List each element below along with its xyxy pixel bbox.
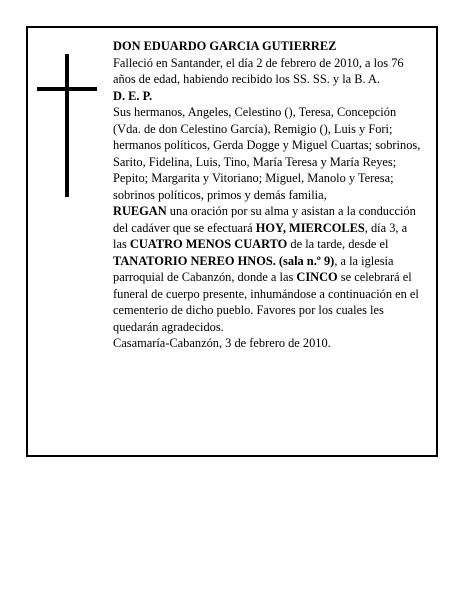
deceased-name: DON EDUARDO GARCIA GUTIERREZ <box>113 39 337 53</box>
service-time: CUATRO MENOS CUARTO <box>129 237 288 251</box>
cross-horizontal-bar <box>37 87 97 91</box>
family-list: Sus hermanos, Angeles, Celestino (), Teresa, Concepción (Vda. de don Celestino García), Remigio (), Luis y Fori; hermanos políticos, Gerda Dogge y Miguel Cuartas; sobrinos, Sarito, Fidelina, Luis, Tino, María Teresa y María Reyes; Pepito; Margarita y Vitoriano; Miguel, Manolo y Teresa; sobrinos políticos, primos y demás familia, <box>113 105 421 202</box>
service-request <box>113 203 423 335</box>
place-and-date: Casamaría-Cabanzón, 3 de febrero de 2010. <box>113 336 331 350</box>
request-text-1: una oración por su alma y asistan a la conducción del cadáver que se efectuará <box>113 204 416 235</box>
service-place: TANATORIO NEREO HNOS. (sala n.º 9) <box>113 253 335 268</box>
death-announcement: Falleció en Santander, el día 2 de febrero de 2010, a los 76 años de edad, habiendo recibido los SS. SS. y la B. A. <box>113 55 404 86</box>
cross-icon <box>37 54 97 197</box>
request-text-5: se celebrará el funeral de cuerpo presente, inhumándose a continuación en el cementerio de dicho pueblo. Favores por los cuales les quedarán agradecidos. <box>113 270 419 334</box>
request-text-2: , día 3, a las <box>113 220 408 251</box>
cross-vertical-bar <box>65 54 69 197</box>
request-text-3: de la tarde, desde el <box>287 237 389 251</box>
request-text-4: , a la iglesia parroquial de Cabanzón, donde a las <box>113 253 394 284</box>
ruegan-label: RUEGAN <box>113 204 167 218</box>
funeral-time: CINCO <box>296 270 338 284</box>
obituary-text <box>113 38 423 352</box>
service-day: HOY, MIERCOLES <box>255 220 365 235</box>
rest-in-peace: D. E. P. <box>113 88 153 103</box>
